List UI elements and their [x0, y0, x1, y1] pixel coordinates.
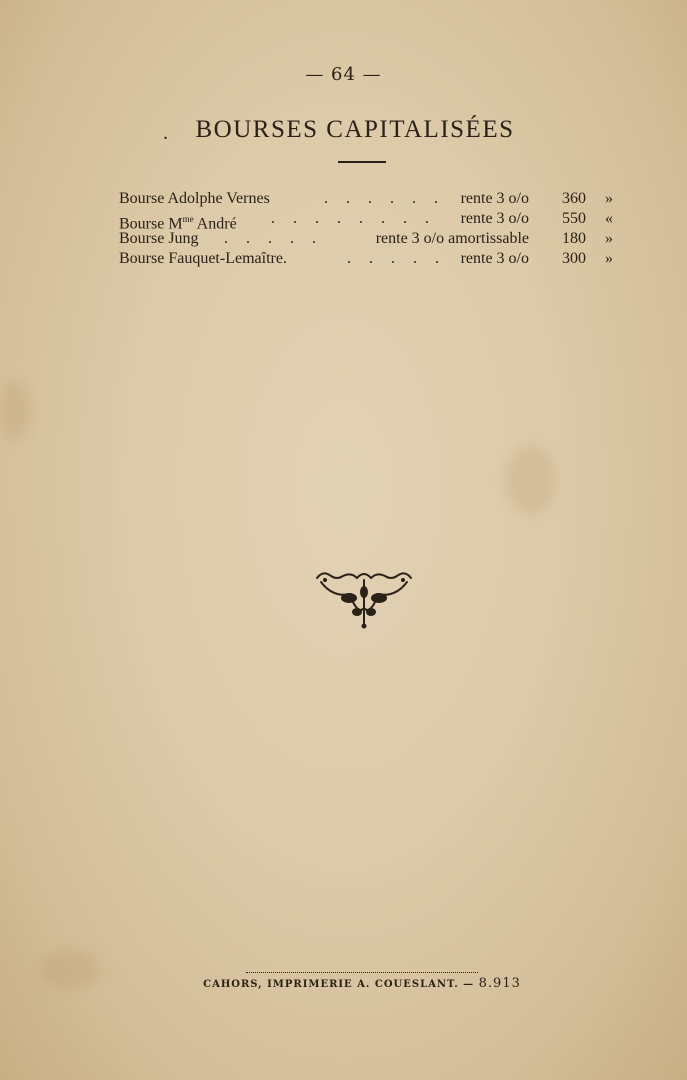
title-bullet: .	[163, 122, 168, 144]
list-item	[119, 209, 619, 233]
printer-imprint	[0, 976, 687, 991]
entry-amount: 550	[562, 210, 586, 227]
dot-leader: . . . . .	[224, 230, 323, 247]
title-underline	[338, 161, 386, 163]
entry-rente: rente 3 o/o	[460, 210, 529, 227]
printer-name: CAHORS, IMPRIMERIE A. COUESLANT. —	[203, 979, 475, 990]
entry-amount: 360	[562, 190, 586, 207]
entry-amount: 180	[562, 230, 586, 247]
entry-mark: »	[605, 190, 613, 207]
paper-stain	[505, 445, 555, 515]
paper-stain	[0, 380, 30, 440]
dot-leader: . . . . . . . .	[271, 210, 436, 227]
entry-name: Bourse Fauquet-Lemaître.	[119, 250, 287, 267]
entry-rente: rente 3 o/o	[460, 190, 529, 207]
entry-mark: »	[605, 250, 613, 267]
entry-mark: «	[605, 210, 613, 227]
floral-vignette-icon	[313, 568, 415, 630]
list-item	[119, 249, 619, 269]
footer-divider	[246, 972, 478, 973]
entry-name: Bourse $M^{me}$ André	[119, 214, 237, 233]
dot-leader: . . . . . .	[324, 190, 445, 207]
entry-rente: rente 3 o/o	[460, 250, 529, 267]
entry-mark: »	[605, 230, 613, 247]
entry-name: Bourse Jung	[119, 230, 199, 247]
page-number: — 64 —	[305, 64, 382, 85]
list-item	[119, 189, 619, 209]
list-item	[119, 229, 619, 249]
entry-rente: rente 3 o/o amortissable	[375, 230, 529, 247]
entry-amount: 300	[562, 250, 586, 267]
dot-leader: . . . . .	[347, 250, 446, 267]
bourses-list	[119, 189, 619, 269]
entry-name: Bourse Adolphe Vernes	[119, 190, 270, 207]
print-number: 8.913	[478, 976, 521, 991]
page-title: BOURSES CAPITALISÉES	[195, 116, 515, 143]
